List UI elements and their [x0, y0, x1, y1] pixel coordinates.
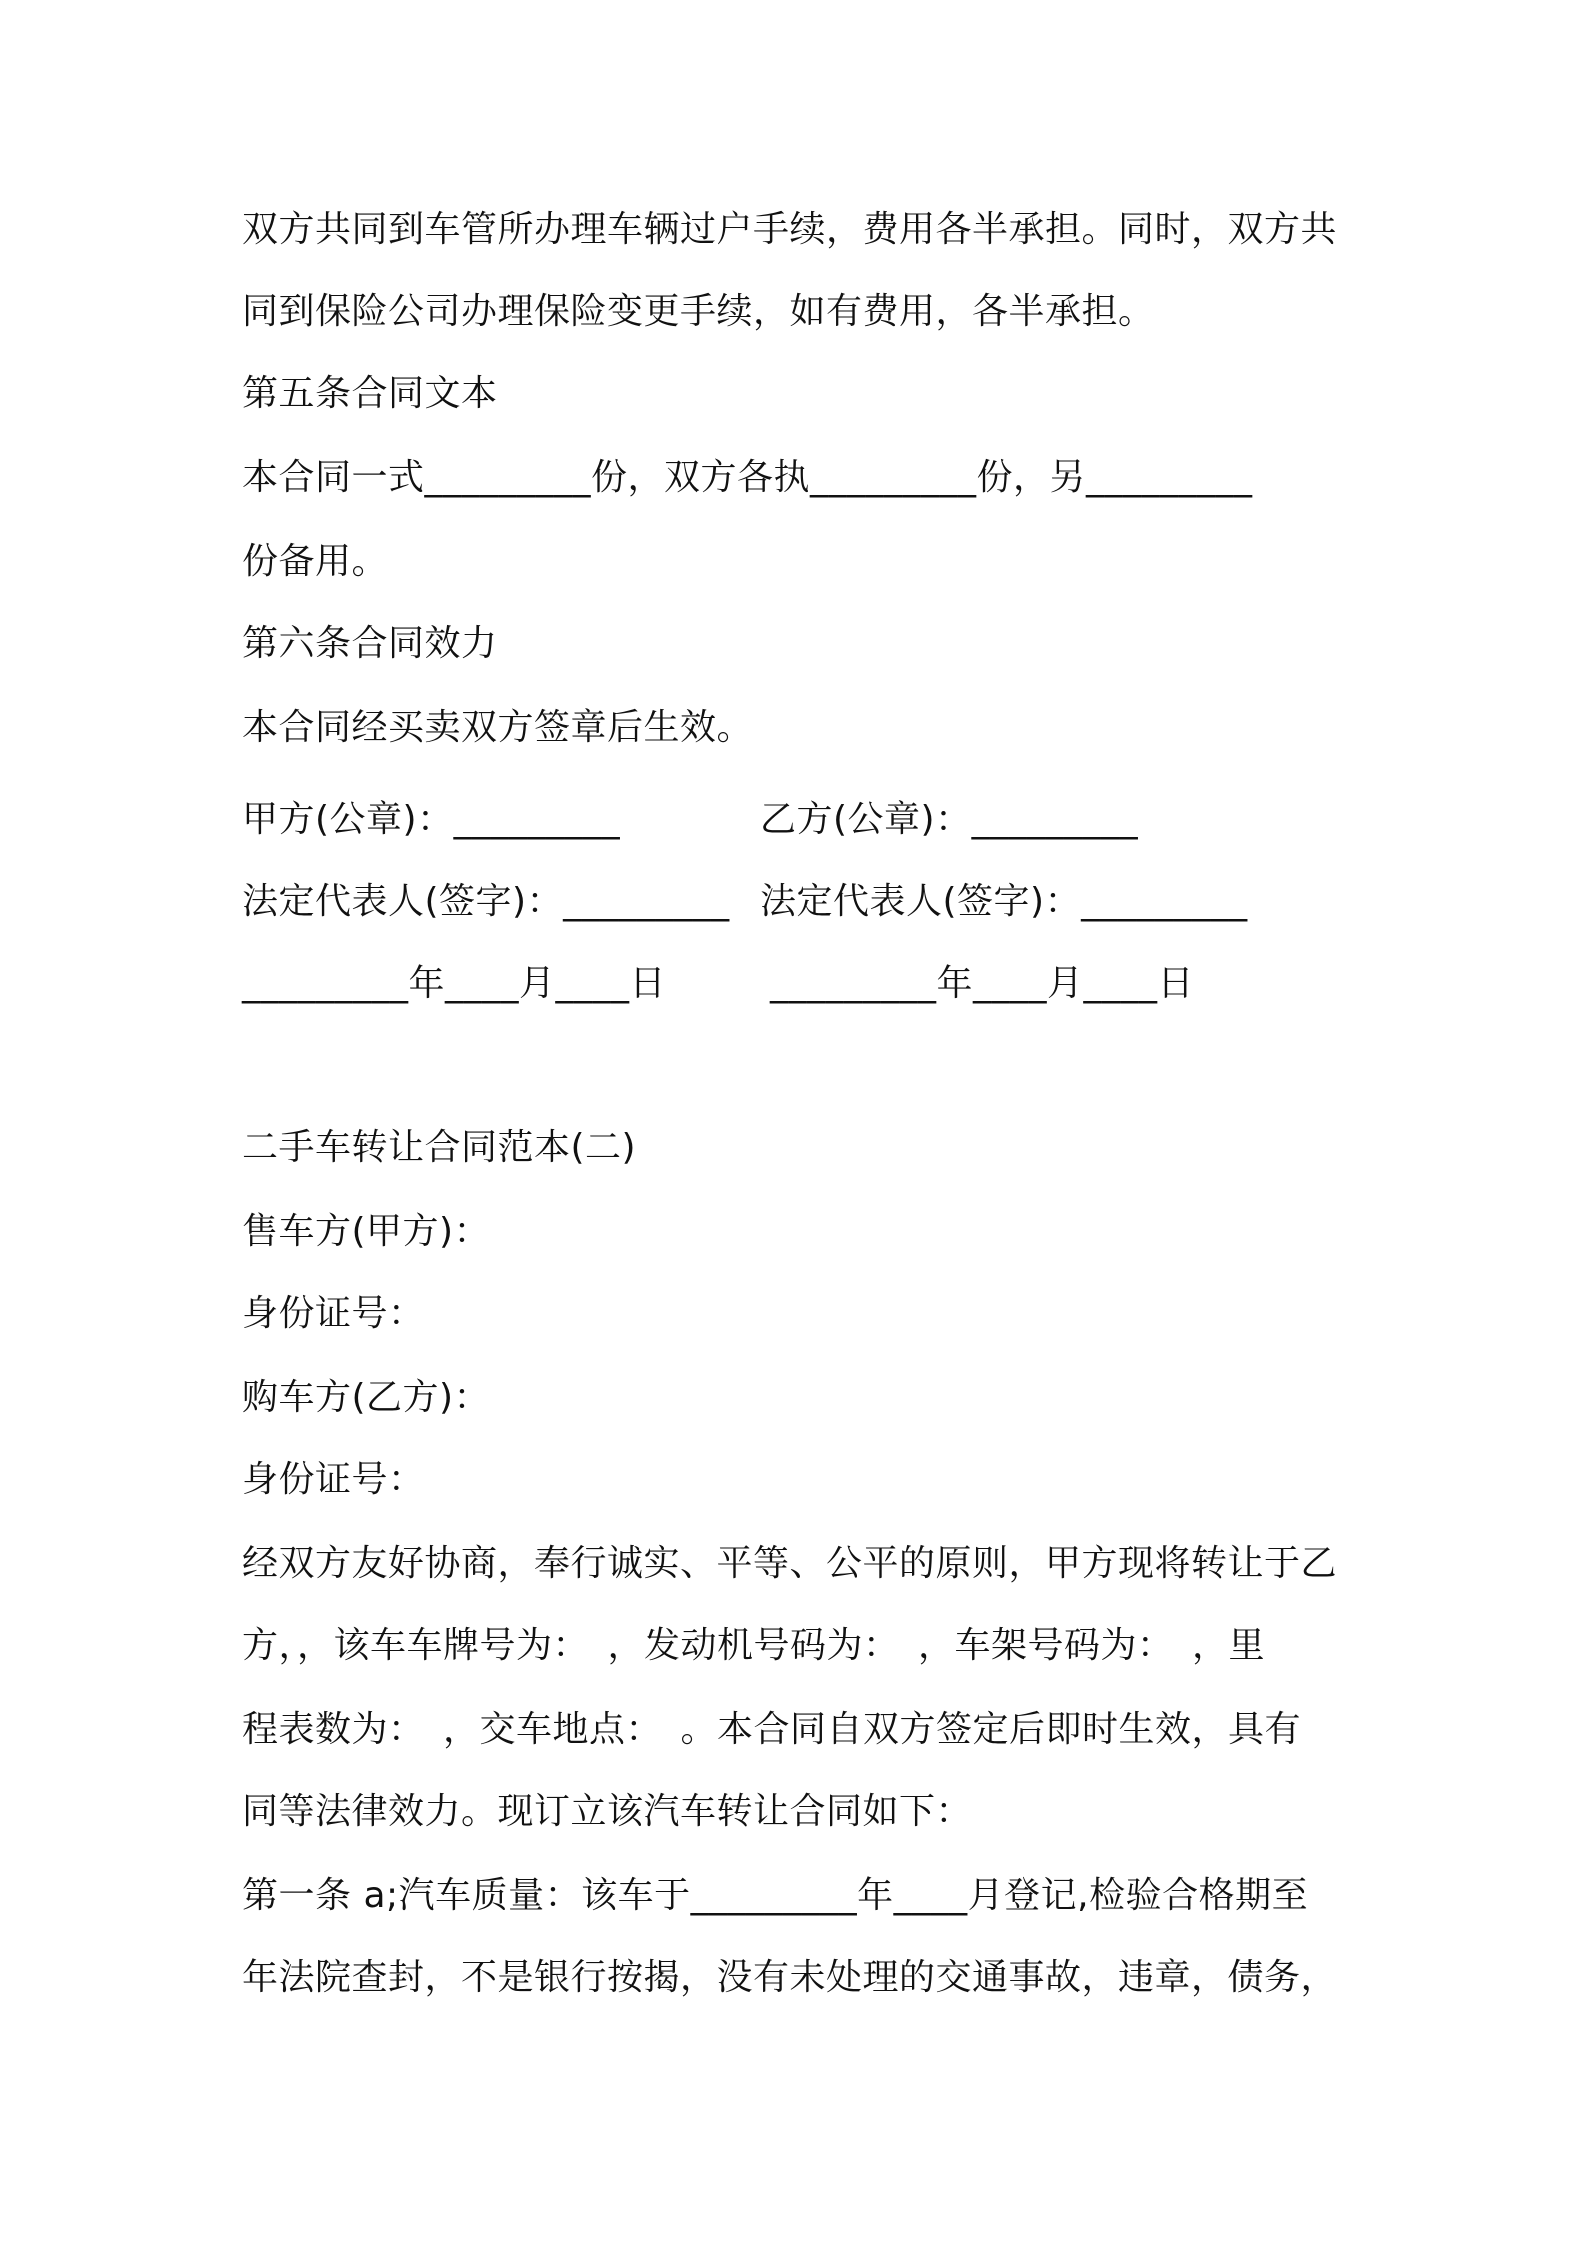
paragraph-line: 本合同经买卖双方签章后生效。 — [242, 707, 754, 748]
paragraph-line: 程表数为： ，交车地点： 。本合同自双方签定后即时生效，具有 — [242, 1709, 1302, 1750]
party-a-seal-field: 甲方(公章)：_________ — [242, 799, 621, 840]
section-heading-article-6: 第六条合同效力 — [242, 623, 498, 664]
seller-id-field: 身份证号： — [242, 1293, 425, 1334]
paragraph-line: 经双方友好协商，奉行诚实、平等、公平的原则，甲方现将转让于乙 — [242, 1543, 1338, 1584]
party-b-representative-field: 法定代表人(签字)：_________ — [760, 881, 1248, 922]
party-b-date-field: _________年____月____日 — [770, 963, 1194, 1004]
paragraph-line: 方，，该车车牌号为： ，发动机号码为： ，车架号码为： ，里 — [242, 1625, 1266, 1666]
party-a-date-field: _________年____月____日 — [242, 963, 666, 1004]
buyer-id-field: 身份证号： — [242, 1459, 425, 1500]
paragraph-line: 同到保险公司办理保险变更手续，如有费用，各半承担。 — [242, 291, 1155, 332]
paragraph-line: 年法院查封，不是银行按揭，没有未处理的交通事故，违章，债务， — [242, 1957, 1338, 1998]
section-heading-article-5: 第五条合同文本 — [242, 373, 498, 414]
party-a-representative-field: 法定代表人(签字)：_________ — [242, 881, 730, 922]
paragraph-line: 第一条 a;汽车质量：该车于_________年____月登记,检验合格期至 — [242, 1875, 1309, 1916]
document-subtitle: 二手车转让合同范本(二) — [242, 1127, 637, 1168]
paragraph-line: 双方共同到车管所办理车辆过户手续，费用各半承担。同时，双方共 — [242, 209, 1338, 250]
party-b-seal-field: 乙方(公章)：_________ — [760, 799, 1139, 840]
paragraph-line: 份备用。 — [242, 541, 389, 582]
buyer-field: 购车方(乙方)： — [242, 1377, 491, 1418]
seller-field: 售车方(甲方)： — [242, 1211, 491, 1252]
paragraph-line: 本合同一式_________份，双方各执_________份，另_________ — [242, 457, 1253, 498]
paragraph-line: 同等法律效力。现订立该汽车转让合同如下： — [242, 1791, 973, 1832]
